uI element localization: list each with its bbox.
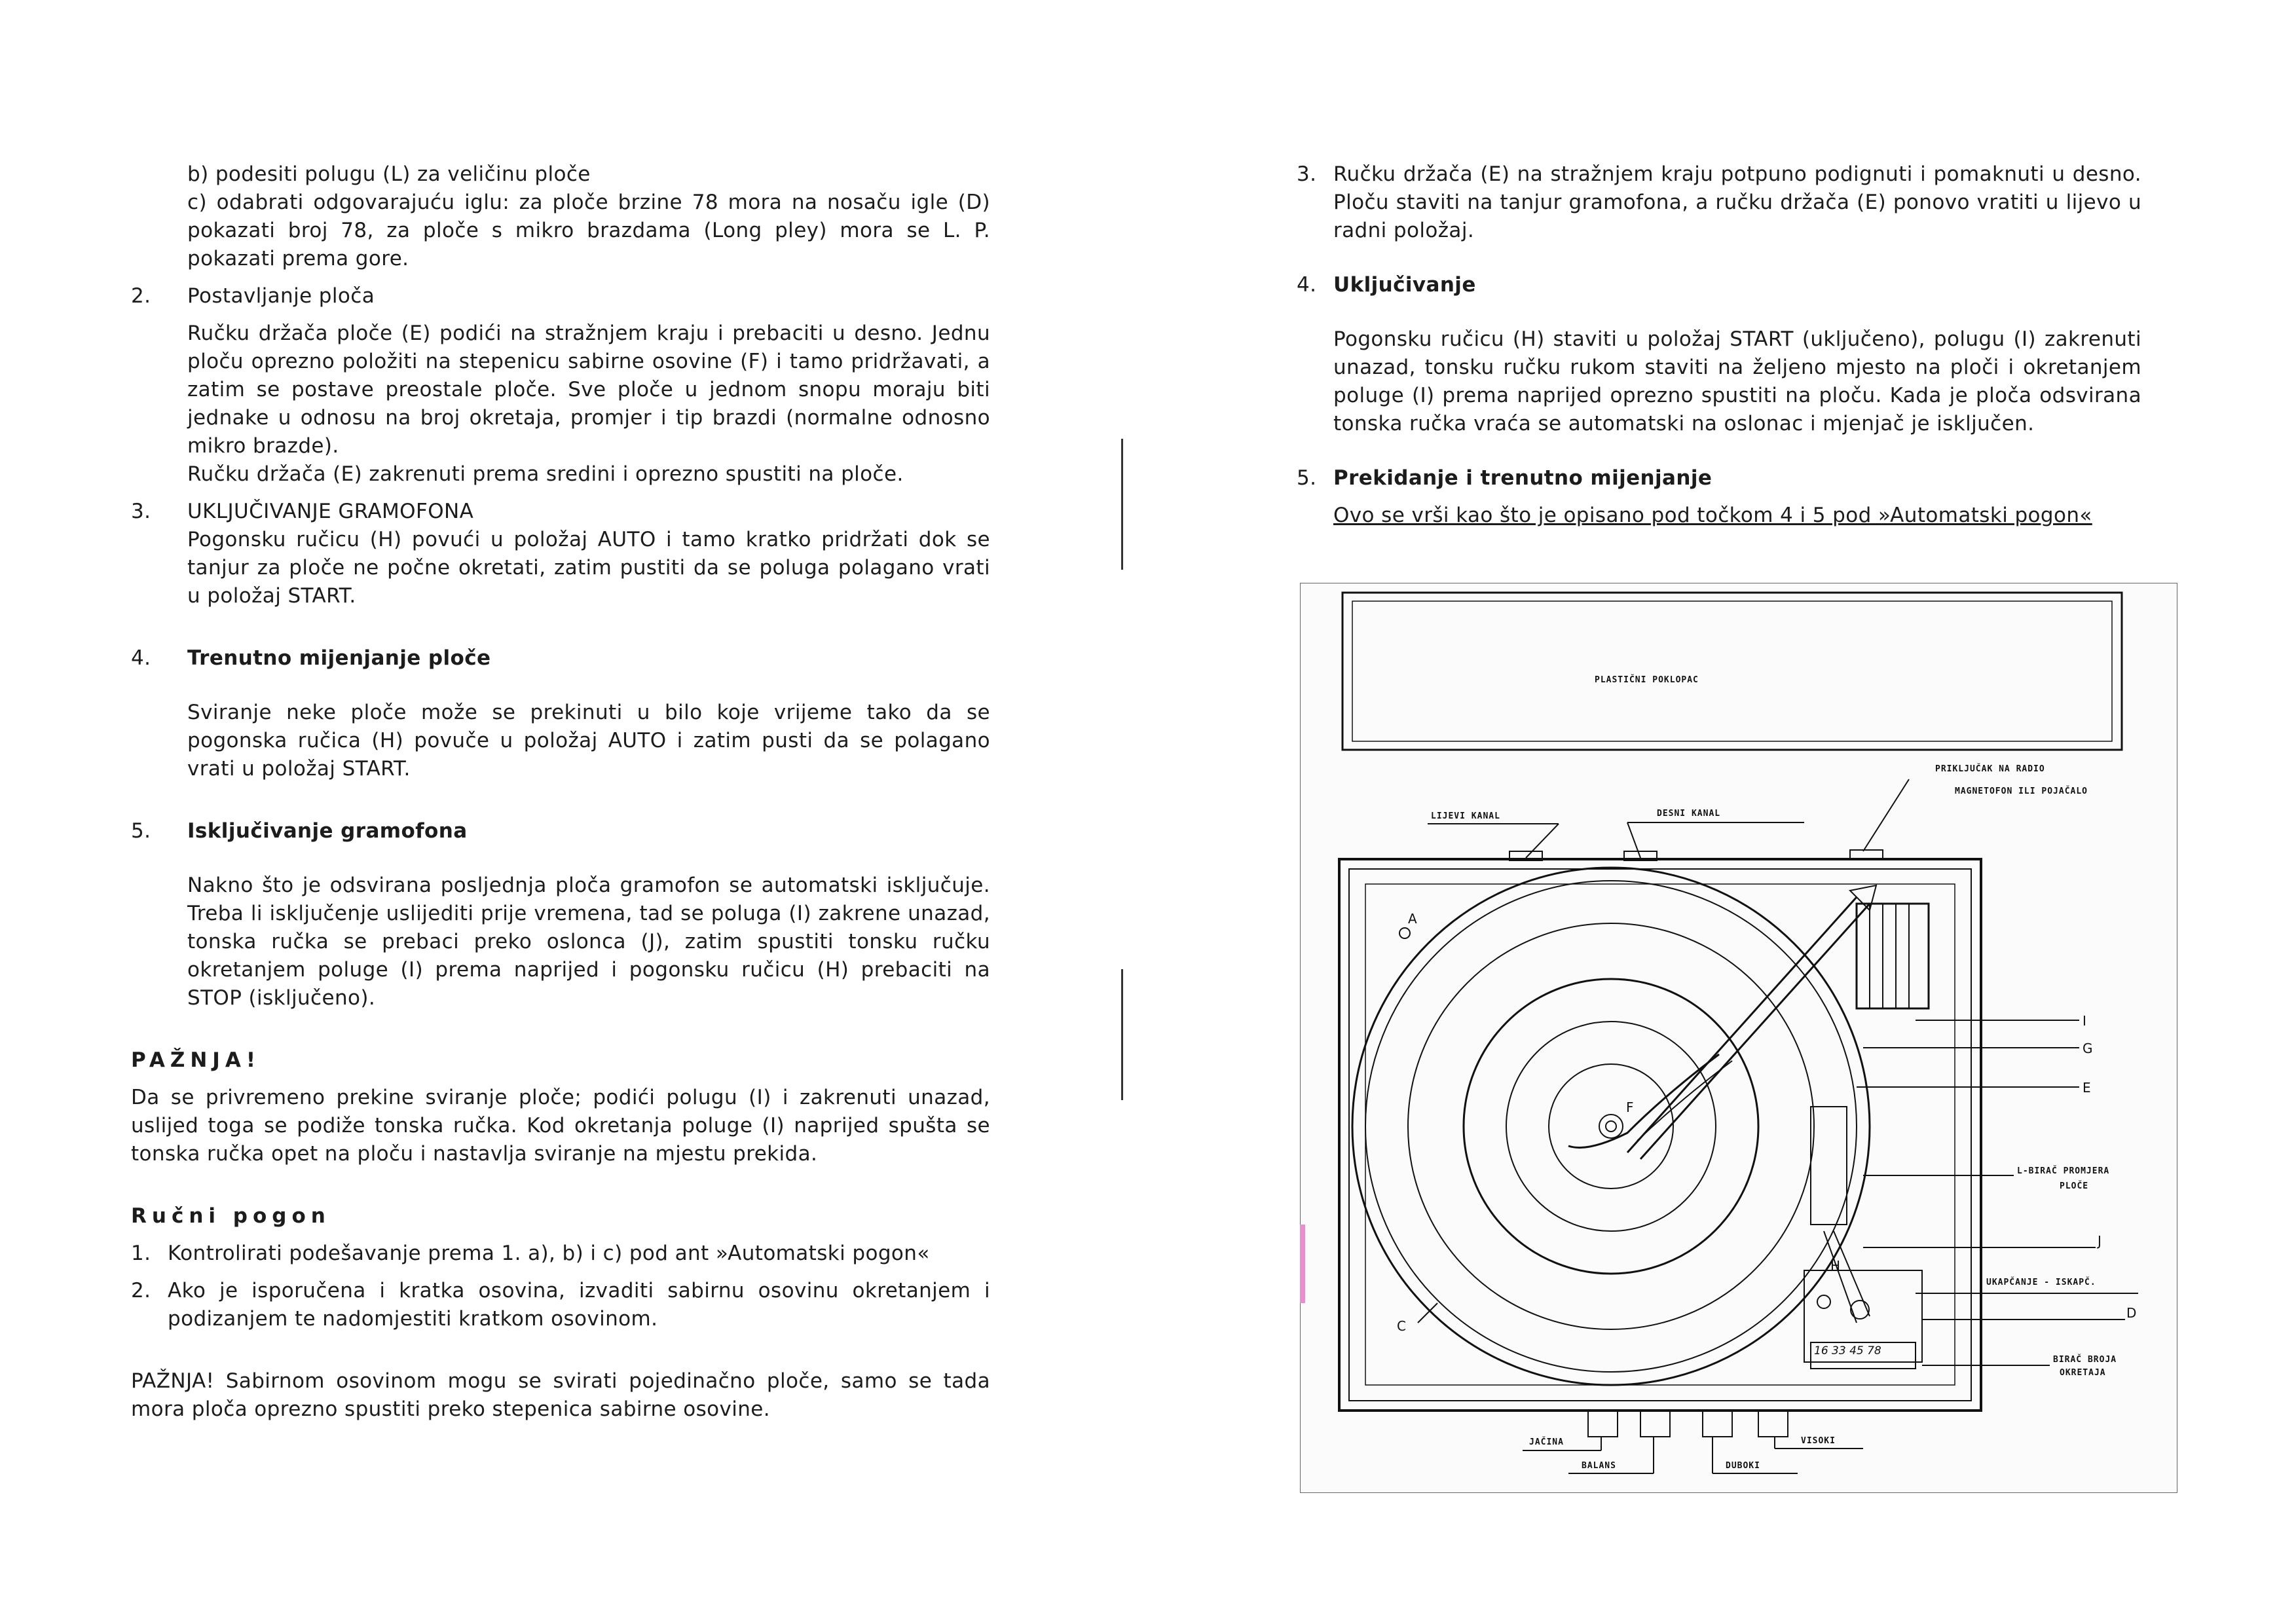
connector-label-1: PRIKLJUČAK NA RADIO <box>1935 764 2045 774</box>
label-G: G <box>2083 1041 2093 1056</box>
item-number: 1. <box>131 1242 151 1265</box>
label-I: I <box>2083 1013 2086 1029</box>
right-channel-label: DESNI KANAL <box>1657 809 1721 819</box>
section-title: UKLJUČIVANJE GRAMOFONA <box>187 500 474 523</box>
staple-mark-bottom <box>1121 969 1128 1100</box>
section-body: Pogonsku ručicu (H) povući u položaj AUTO i tamo kratko pridržati dok se tanjur za ploče ne počne okretati, zatim pustiti da se poluga polagano vrati u položaj START. <box>187 528 990 608</box>
left-channel-label: LIJEVI KANAL <box>1431 811 1500 821</box>
speed-numbers: 16 33 45 78 <box>1814 1344 1881 1357</box>
left-page <box>0 0 1113 1624</box>
volume-label: JAČINA <box>1529 1437 1564 1447</box>
item-c: c) odabrati odgovarajuću iglu: za ploče brzine 78 mora na nosaču igle (D) pokazati broj 78, za ploče s mikro brazdama (Long pley) mora se L. P. pokazati prema gore. <box>187 191 990 270</box>
connector-label-2: MAGNETOFON ILI POJAČALO <box>1955 786 2088 796</box>
speed-selector-label-2: OKRETAJA <box>2060 1368 2106 1378</box>
size-selector-label-1: L-BIRAČ PROMJERA <box>2017 1166 2110 1176</box>
section-5 <box>1297 464 2141 492</box>
label-F: F <box>1626 1099 1634 1115</box>
section-title: Uključivanje <box>1333 273 1476 297</box>
staple-mark-top <box>1121 439 1128 570</box>
section-5 <box>131 817 990 845</box>
section-title: Postavljanje ploča <box>187 284 375 308</box>
section-body: Ovo se vrši kao što je opisano pod točkom 4 i 5 pod »Automatski pogon« <box>1333 504 2092 527</box>
label-E: E <box>2083 1080 2091 1096</box>
bass-label: DUBOKI <box>1726 1461 1760 1471</box>
item-number: 2. <box>131 1279 151 1302</box>
manual-drive-title: Ručni pogon <box>131 1204 331 1228</box>
size-selector-label-2: PLOČE <box>2060 1181 2089 1191</box>
section-body: Ručku držača ploče (E) podići na stražnjem kraju i prebaciti u desno. Jednu ploču oprezno položiti na stepenicu sabirne osovine (F) i tamo pridržavati, a zatim se postave preostale ploče. Sve ploče u jednom snopu moraju biti jednake u odnosu na broj okretaja, promjer i tip brazdi (normalne odnosno mikro brazde). <box>187 322 990 458</box>
label-C: C <box>1397 1318 1406 1334</box>
section-4 <box>1297 271 2141 299</box>
switch-label: UKAPČANJE - ISKAPČ. <box>1986 1278 2096 1287</box>
label-A: A <box>1408 911 1417 927</box>
right-column <box>1297 160 2141 530</box>
label-D: D <box>2126 1305 2137 1321</box>
lid-label: PLASTIČNI POKLOPAC <box>1595 675 1699 685</box>
section-body: Ručku držača (E) zakrenuti prema sredini i oprezno spustiti na ploče. <box>187 462 904 486</box>
turntable-diagram <box>1300 583 2177 1493</box>
manual-item-1 <box>131 1240 990 1268</box>
speed-selector-label-1: BIRAČ BROJA <box>2053 1355 2117 1365</box>
label-J: J <box>2098 1233 2102 1249</box>
section-body: Nakno što je odsvirana posljednja ploča gramofon se automatski isključuje. Treba li isključenje uslijediti prije vremena, tad se poluga (I) zakrene unazad, tonska ručka se prebaci preko oslonca (J), zatim spustiti tonsku ručku okretanjem poluge (I) prema naprijed i pogonsku ručicu (H) prebaciti na STOP (isključeno). <box>187 874 990 1010</box>
final-note: PAŽNJA! Sabirnom osovinom mogu se svirati pojedinačno ploče, samo se tada mora ploča oprezno spustiti preko stepenica sabirne osovine. <box>131 1369 990 1421</box>
section-body: Ručku držača (E) na stražnjem kraju potpuno podignuti i pomaknuti u desno. Ploču staviti na tanjur gramofona, a ručku držača (E) ponovo vratiti u lijevo u radni položaj. <box>1333 162 2141 242</box>
manual-item-2 <box>131 1277 990 1333</box>
section-number: 5. <box>1297 466 1317 490</box>
section-number: 2. <box>131 284 151 308</box>
section-title: Trenutno mijenjanje ploče <box>187 646 491 670</box>
left-column <box>131 160 990 1424</box>
item-b: b) podesiti polugu (L) za veličinu ploče <box>187 162 591 186</box>
item-text: Ako je isporučena i kratka osovina, izvaditi sabirnu osovinu okretanjem i podizanjem te nadomjestiti kratkom osovinom. <box>168 1279 990 1331</box>
label-H: H <box>1830 1258 1841 1274</box>
section-3 <box>131 498 990 526</box>
section-title: Isključivanje gramofona <box>187 819 468 843</box>
section-3 <box>1297 160 2141 245</box>
section-number: 5. <box>131 819 151 843</box>
section-number: 3. <box>131 500 151 523</box>
section-body: Sviranje neke ploče može se prekinuti u bilo koje vrijeme tako da se pogonska ručica (H) povuče u položaj AUTO i zatim pusti da se polagano vrati u položaj START. <box>187 701 990 781</box>
section-title: Prekidanje i trenutno mijenjanje <box>1333 466 1713 490</box>
item-text: Kontrolirati podešavanje prema 1. a), b) i c) pod ant »Automatski pogon« <box>168 1242 930 1265</box>
section-body: Pogonsku ručicu (H) staviti u položaj START (uključeno), polugu (I) zakrenuti unazad, tonsku ručku rukom staviti na željeno mjesto na ploči i okretanjem poluge (I) prema naprijed oprezno spustiti na ploču. Kada je ploča odsvirana tonska ručka vraća se automatski na oslonac i mjenjač je isključen. <box>1333 327 2141 435</box>
warning-title: PAŽNJA! <box>131 1048 261 1072</box>
section-number: 3. <box>1297 162 1317 186</box>
section-number: 4. <box>131 646 151 670</box>
section-number: 4. <box>1297 273 1317 297</box>
warning-body: Da se privremeno prekine sviranje ploče; podići polugu (I) i zakrenuti unazad, uslijed toga se podiže tonska ručka. Kod okretanja poluge (I) naprijed spušta se tonska ručka opet na ploču i nastavlja sviranje na mjestu prekida. <box>131 1086 990 1166</box>
balance-label: BALANS <box>1582 1461 1616 1471</box>
treble-label: VISOKI <box>1801 1436 1836 1446</box>
section-4 <box>131 644 990 673</box>
section-2 <box>131 282 990 310</box>
